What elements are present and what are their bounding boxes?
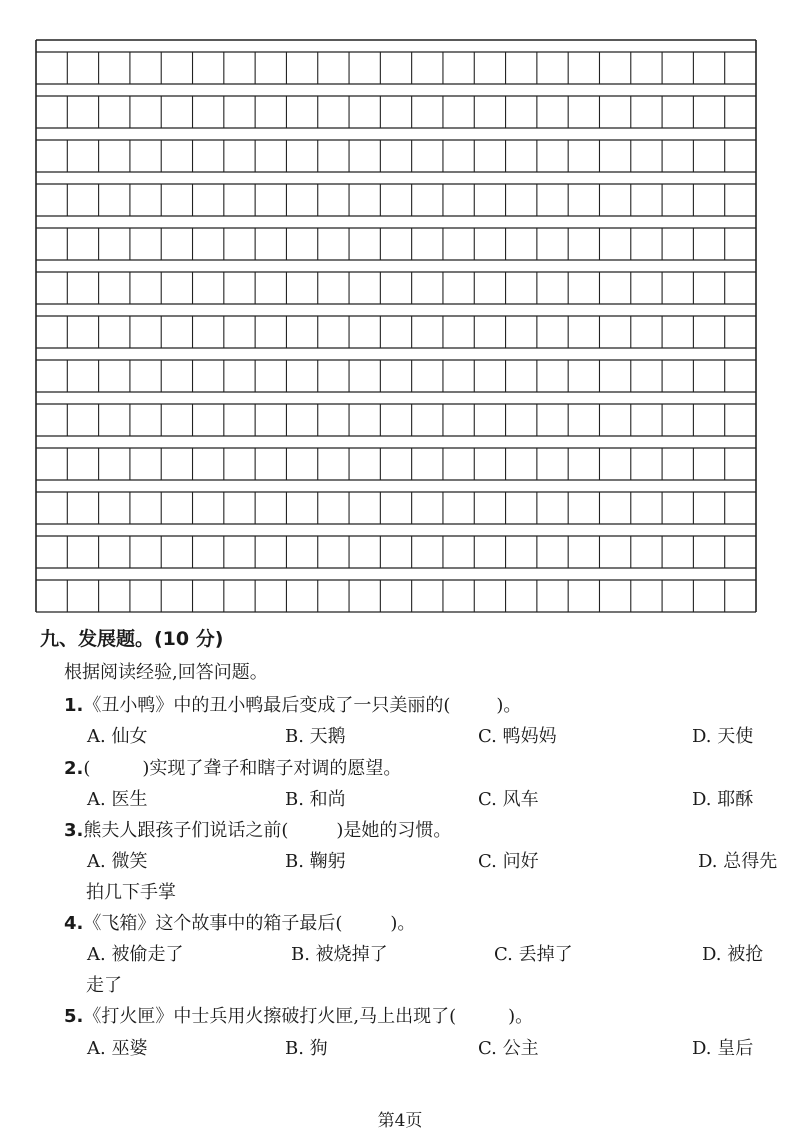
option-c[interactable]: C. 丢掉了 [494, 944, 573, 965]
option-d-continuation: 走了 [86, 975, 122, 996]
option-d[interactable]: D. 天使 [692, 726, 754, 747]
option-c[interactable]: C. 风车 [478, 789, 539, 810]
question-text-after: )。 [390, 913, 416, 934]
page-number: 第4页 [377, 1111, 423, 1131]
question-text-after: )。 [508, 1006, 534, 1027]
option-a[interactable]: A. 医生 [87, 789, 148, 810]
option-d[interactable]: D. 总得先 [698, 851, 778, 872]
option-d[interactable]: D. 被抢 [702, 944, 764, 965]
question-number: 4. [64, 913, 84, 934]
question-3 [64, 822, 451, 840]
question-number: 5. [64, 1006, 84, 1027]
option-c[interactable]: C. 问好 [478, 851, 539, 872]
option-b[interactable]: B. 鞠躬 [285, 851, 346, 872]
question-number: 3. [64, 820, 84, 841]
question-number: 2. [64, 758, 84, 779]
option-a[interactable]: A. 被偷走了 [87, 944, 184, 965]
question-text-after: )实现了聋子和瞎子对调的愿望。 [142, 758, 402, 779]
question-number: 1. [64, 695, 84, 716]
section-intro: 根据阅读经验,回答问题。 [64, 662, 268, 683]
option-c[interactable]: C. 公主 [478, 1038, 539, 1059]
question-text-before: 《丑小鸭》中的丑小鸭最后变成了一只美丽的( [83, 695, 451, 716]
question-text-before: 《飞箱》这个故事中的箱子最后( [83, 913, 343, 934]
option-a[interactable]: A. 微笑 [87, 851, 148, 872]
question-2 [64, 760, 401, 778]
option-d[interactable]: D. 皇后 [692, 1038, 754, 1059]
option-b[interactable]: B. 狗 [285, 1038, 328, 1059]
option-b[interactable]: B. 和尚 [285, 789, 346, 810]
question-1 [64, 697, 521, 715]
option-c[interactable]: C. 鸭妈妈 [478, 726, 557, 747]
question-text-after: )是她的习惯。 [336, 820, 452, 841]
option-d[interactable]: D. 耶酥 [692, 789, 754, 810]
option-b[interactable]: B. 被烧掉了 [291, 944, 388, 965]
option-a[interactable]: A. 仙女 [87, 726, 148, 747]
question-text-before: ( [83, 758, 91, 779]
option-d-continuation: 拍几下手掌 [86, 882, 176, 903]
question-4 [64, 915, 415, 933]
option-a[interactable]: A. 巫婆 [87, 1038, 148, 1059]
section-title: 九、发展题。(10 分) [40, 628, 224, 650]
question-text-after: )。 [496, 695, 522, 716]
question-5 [64, 1008, 533, 1026]
option-b[interactable]: B. 天鹅 [285, 726, 346, 747]
question-text-before: 熊夫人跟孩子们说话之前( [83, 820, 289, 841]
question-text-before: 《打火匣》中士兵用火擦破打火匣,马上出现了( [83, 1006, 457, 1027]
